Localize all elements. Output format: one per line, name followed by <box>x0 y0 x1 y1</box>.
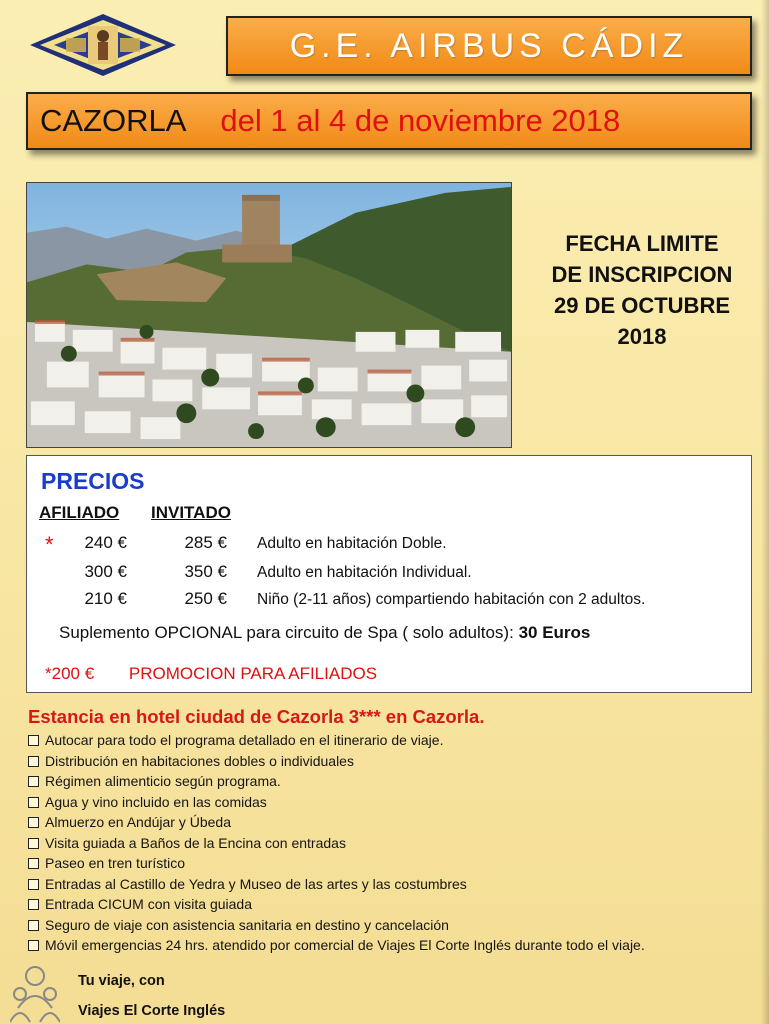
checkbox-icon <box>28 858 39 869</box>
list-item-text: Almuerzo en Andújar y Úbeda <box>45 814 231 830</box>
checkbox-icon <box>28 838 39 849</box>
price-afiliado: 240 € <box>84 533 127 552</box>
list-item <box>28 874 645 895</box>
footer-line-2: Viajes El Corte Inglés <box>78 1003 226 1019</box>
list-item <box>28 730 645 751</box>
price-row <box>27 589 751 613</box>
list-item <box>28 812 645 833</box>
list-item <box>28 771 645 792</box>
price-afiliado: 300 € <box>84 562 127 581</box>
included-list <box>28 730 645 956</box>
spa-price: 30 Euros <box>518 623 591 642</box>
promo-text: PROMOCION PARA AFILIADOS <box>128 664 378 683</box>
title-banner <box>226 16 752 76</box>
prices-title: PRECIOS <box>41 468 145 494</box>
list-item-text: Entradas al Castillo de Yedra y Museo de las artes y las costumbres <box>45 875 467 892</box>
spa-text: Suplemento OPCIONAL para circuito de Spa ( solo adultos): <box>59 623 514 642</box>
cazorla-photo <box>26 182 512 448</box>
list-item <box>28 935 645 956</box>
registration-deadline <box>522 228 762 352</box>
promo-price: *200 € <box>45 664 95 683</box>
price-row <box>27 562 751 586</box>
checkbox-icon <box>28 920 39 931</box>
price-invitado: 250 € <box>184 589 227 608</box>
price-description: Adulto en habitación Doble. <box>257 535 447 552</box>
checkbox-icon <box>28 940 39 951</box>
promotion <box>45 664 377 684</box>
list-item <box>28 833 645 854</box>
list-item-text: Distribución en habitaciones dobles o individuales <box>45 752 354 769</box>
checkbox-icon <box>28 776 39 787</box>
price-row <box>27 533 751 557</box>
list-item-text: Móvil emergencias 24 hrs. atendido por comercial de Viajes El Corte Inglés durante todo el viaje. <box>45 937 645 953</box>
list-item <box>28 915 645 936</box>
list-item-text: Paseo en tren turístico <box>45 855 186 871</box>
list-item <box>28 792 645 813</box>
price-afiliado: 210 € <box>84 589 127 608</box>
list-item-text: Autocar para todo el programa detallado en el itinerario de viaje. <box>45 732 444 748</box>
deadline-line-3: 29 DE OCTUBRE <box>553 293 731 318</box>
list-item-text: Régimen alimenticio según programa. <box>45 773 281 789</box>
checkbox-icon <box>28 879 39 890</box>
price-marker: * <box>45 532 54 557</box>
checkbox-icon <box>28 817 39 828</box>
list-item-text: Entrada CICUM con visita guiada <box>45 896 252 912</box>
event-place: CAZORLA <box>40 103 187 138</box>
deadline-line-2: DE INSCRIPCION <box>551 262 733 287</box>
price-description: Adulto en habitación Individual. <box>257 564 472 581</box>
event-dates: del 1 al 4 de noviembre 2018 <box>220 103 621 138</box>
event-banner <box>26 92 752 150</box>
page-edge-shadow <box>761 0 769 1024</box>
list-item <box>28 751 645 772</box>
checkbox-icon <box>28 797 39 808</box>
list-item-text: Seguro de viaje con asistencia sanitaria en destino y cancelación <box>45 916 449 933</box>
price-invitado: 285 € <box>184 533 227 552</box>
club-logo <box>28 12 178 78</box>
list-item <box>28 853 645 874</box>
checkbox-icon <box>28 756 39 767</box>
checkbox-icon <box>28 899 39 910</box>
list-item-text: Visita guiada a Baños de la Encina con entradas <box>45 834 346 851</box>
stay-title: Estancia en hotel ciudad de Cazorla 3*** en Cazorla. <box>28 706 485 727</box>
title-text: G.E. AIRBUS CÁDIZ <box>289 26 689 65</box>
prices-box <box>26 455 752 693</box>
price-invitado: 350 € <box>184 562 227 581</box>
footer-line-1: Tu viaje, con <box>78 973 165 989</box>
deadline-line-1: FECHA LIMITE <box>565 231 719 256</box>
col-invitado: INVITADO <box>151 503 231 522</box>
deadline-line-4: 2018 <box>617 324 667 349</box>
people-icon <box>10 962 60 1024</box>
col-afiliado: AFILIADO <box>39 503 120 522</box>
list-item-text: Agua y vino incluido en las comidas <box>45 793 267 810</box>
spa-supplement <box>59 623 590 643</box>
checkbox-icon <box>28 735 39 746</box>
list-item <box>28 894 645 915</box>
price-description: Niño (2-11 años) compartiendo habitación con 2 adultos. <box>257 591 646 608</box>
